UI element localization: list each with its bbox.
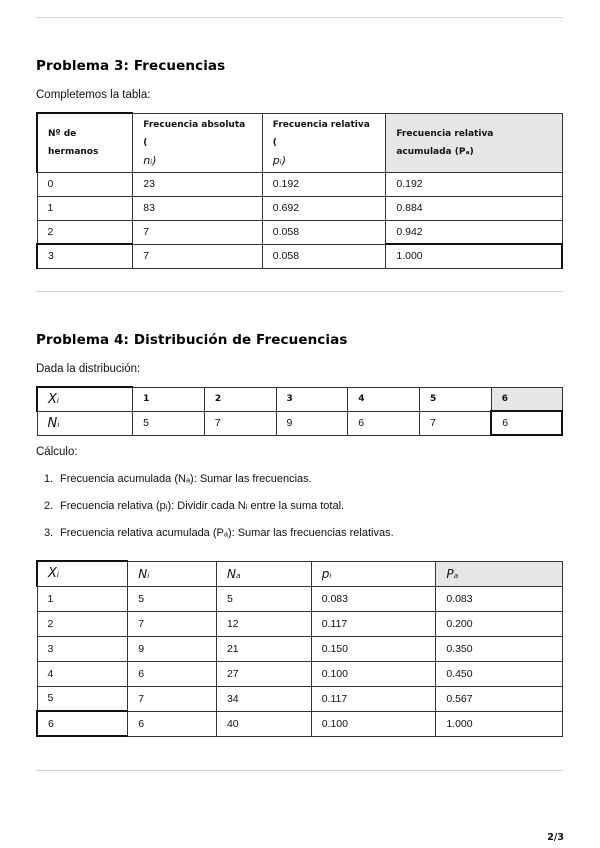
table-cell: 7 xyxy=(133,220,263,244)
table-row xyxy=(37,172,562,196)
step-number: 2. xyxy=(44,500,54,512)
table-cell: 7 xyxy=(128,611,217,636)
x-value-cell: 4 xyxy=(348,387,420,411)
table-cell: 0.150 xyxy=(311,636,436,661)
step-item xyxy=(44,473,312,485)
table-cell: 6 xyxy=(37,711,128,736)
table-cell: 0.192 xyxy=(262,172,386,196)
table-cell: 5 xyxy=(37,686,128,711)
calc-label: Cálculo: xyxy=(36,446,78,458)
middle-divider xyxy=(36,291,563,292)
header-cell: pᵢ xyxy=(311,561,436,586)
table-cell: 0.567 xyxy=(436,686,563,711)
n-value-cell: 6 xyxy=(348,411,420,435)
n-value-cell: 9 xyxy=(276,411,348,435)
table-cell: 0.100 xyxy=(311,711,436,736)
table-cell: 27 xyxy=(216,661,311,686)
table-cell: 1.000 xyxy=(386,244,562,268)
section4-intro: Dada la distribución: xyxy=(36,363,141,375)
table-cell: 12 xyxy=(216,611,311,636)
table-cell: 1.000 xyxy=(436,711,563,736)
distribution-n-row xyxy=(37,411,562,435)
header-line: Frecuencia relativa xyxy=(396,128,494,139)
distribution-table xyxy=(36,386,563,436)
page-number: 2/3 xyxy=(547,832,564,843)
x-value-cell: 1 xyxy=(133,387,205,411)
table-cell: 0.942 xyxy=(386,220,562,244)
table-cell: 0.083 xyxy=(436,586,563,611)
table-row xyxy=(37,661,563,686)
n-value-cell: 7 xyxy=(204,411,276,435)
table-cell: 0.100 xyxy=(311,661,436,686)
header-line: Frecuencia absoluta ( xyxy=(143,119,246,148)
x-value-cell: 6 xyxy=(491,387,562,411)
table-cell: 0.058 xyxy=(262,244,386,268)
header-line: pᵢ) xyxy=(272,153,287,167)
x-value-cell: 5 xyxy=(419,387,491,411)
step-text: Frecuencia relativa acumulada (Pₐ): Sumar las frecuencias relativas. xyxy=(60,527,394,539)
table-cell: 0.692 xyxy=(262,196,386,220)
table-header-row xyxy=(37,561,563,586)
table-cell: 0.192 xyxy=(386,172,562,196)
header-cell xyxy=(386,113,562,172)
distribution-x-row xyxy=(37,387,562,411)
x-value-cell: 2 xyxy=(204,387,276,411)
table-cell: 0 xyxy=(37,172,133,196)
table-cell: 0.117 xyxy=(311,611,436,636)
header-cell xyxy=(37,113,133,172)
table-cell: 1 xyxy=(37,196,133,220)
result-table xyxy=(36,560,563,737)
table-cell: 3 xyxy=(37,244,133,268)
header-cell: Nₐ xyxy=(216,561,311,586)
step-text: Frecuencia acumulada (Nₐ): Sumar las frecuencias. xyxy=(60,473,312,485)
step-text: Frecuencia relativa (pᵢ): Dividir cada Nᵢ entre la suma total. xyxy=(60,500,345,512)
table-row xyxy=(37,196,562,220)
table-cell: 0.884 xyxy=(386,196,562,220)
bottom-divider xyxy=(36,770,563,771)
frequency-table xyxy=(36,112,563,269)
table-cell: 0.350 xyxy=(436,636,563,661)
table-cell: 1 xyxy=(37,586,128,611)
table-header-row xyxy=(37,113,562,172)
table-row xyxy=(37,244,562,268)
header-line: Frecuencia relativa ( xyxy=(272,119,370,148)
table-cell: 83 xyxy=(133,196,263,220)
table-row xyxy=(37,611,563,636)
table-cell: 6 xyxy=(128,661,217,686)
table-cell: 2 xyxy=(37,220,133,244)
table-row xyxy=(37,586,563,611)
n-value-cell: 7 xyxy=(419,411,491,435)
table-row xyxy=(37,711,563,736)
table-cell: 5 xyxy=(216,586,311,611)
table-cell: 2 xyxy=(37,611,128,636)
table-cell: 0.083 xyxy=(311,586,436,611)
x-value-cell: 3 xyxy=(276,387,348,411)
section3-intro: Completemos la tabla: xyxy=(36,89,151,101)
step-number: 1. xyxy=(44,473,54,485)
step-item xyxy=(44,527,394,539)
section3-title: Problema 3: Frecuencias xyxy=(36,58,226,74)
table-cell: 6 xyxy=(128,711,217,736)
header-cell: Pₐ xyxy=(436,561,563,586)
table-cell: 21 xyxy=(216,636,311,661)
table-row xyxy=(37,636,563,661)
table-row xyxy=(37,686,563,711)
header-line: acumulada (Pₐ) xyxy=(396,146,474,157)
table-cell: 23 xyxy=(133,172,263,196)
table-cell: 7 xyxy=(128,686,217,711)
header-line: hermanos xyxy=(48,146,99,157)
table-cell: 0.058 xyxy=(262,220,386,244)
section4-title: Problema 4: Distribución de Frecuencias xyxy=(36,332,348,348)
table-cell: 7 xyxy=(133,244,263,268)
header-cell xyxy=(262,113,386,172)
table-cell: 0.450 xyxy=(436,661,563,686)
header-line: nᵢ) xyxy=(143,153,157,167)
step-item xyxy=(44,500,344,512)
header-line: Nº de xyxy=(48,128,77,139)
table-cell: 9 xyxy=(128,636,217,661)
table-cell: 40 xyxy=(216,711,311,736)
header-cell xyxy=(133,113,263,172)
header-cell: Xᵢ xyxy=(37,561,128,586)
top-divider xyxy=(36,17,563,18)
table-cell: 4 xyxy=(37,661,128,686)
table-cell: 34 xyxy=(216,686,311,711)
table-cell: 3 xyxy=(37,636,128,661)
table-row xyxy=(37,220,562,244)
table-cell: 0.117 xyxy=(311,686,436,711)
step-number: 3. xyxy=(44,527,54,539)
table-cell: 0.200 xyxy=(436,611,563,636)
n-value-cell: 6 xyxy=(491,411,562,435)
n-value-cell: 5 xyxy=(133,411,205,435)
n-label-cell: Nᵢ xyxy=(37,411,133,435)
x-label-cell: Xᵢ xyxy=(37,387,133,411)
table-cell: 5 xyxy=(128,586,217,611)
header-cell: Nᵢ xyxy=(128,561,217,586)
